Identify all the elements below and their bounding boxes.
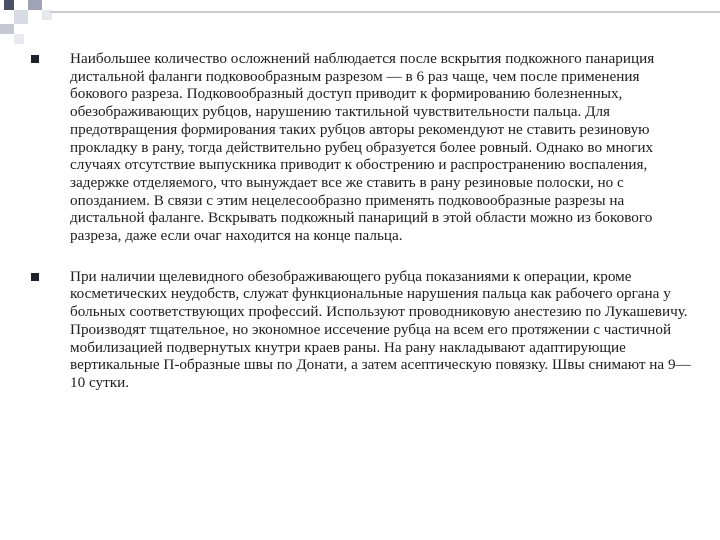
- decor-square: [14, 34, 24, 44]
- slide-body: [30, 50, 700, 415]
- decor-square: [4, 0, 14, 10]
- decor-square: [0, 24, 14, 34]
- bullet-item: [30, 268, 700, 392]
- square-bullet-icon: [31, 273, 39, 281]
- bullet-item: [30, 50, 700, 245]
- top-divider: [50, 11, 720, 13]
- bullet-text: При наличии щелевидного обезображивающего рубца показаниями к операции, кроме косметических неудобств, служат функциональные нарушения пальца как рабочего органа у больных соответствующих профессий. Используют проводниковую анестезию по Лукашевичу. Производят тщательное, но экономное иссечение рубца на всем его протяжении с частичной мобилизацией подвернутых кнутри краев раны. На рану накладывают адаптирующие вертикальные П-образные швы по Донати, а затем асептическую повязку. Швы снимают на 9—10 сутки.: [70, 267, 691, 391]
- corner-decoration: [0, 0, 60, 44]
- bullet-text: Наибольшее количество осложнений наблюдается после вскрытия подкожного панариция дистальной фаланги подковообразным разрезом — в 6 раз чаще, чем после применения бокового разреза. Подковообразный доступ приводит к формированию болезненных, обезображивающих рубцов, нарушению тактильной чувствительности пальца. Для предотвращения формирования таких рубцов авторы рекомендуют не ставить резиновую прокладку в рану, тогда действительно рубец образуется более ровный. Однако во многих случаях отсутствие выпускника приводит к обострению и распространению воспаления, задержке отделяемого, что вынуждает все же ставить в рану резиновые полоски, но с опозданием. В связи с этим нецелесообразно применять подковообразные разрезы на дистальной фаланге. Вскрывать подкожный панариций в этой области можно из бокового разреза, даже если очаг находится на конце пальца.: [70, 50, 655, 245]
- decor-square: [28, 0, 42, 10]
- square-bullet-icon: [31, 55, 39, 63]
- decor-square: [14, 10, 28, 24]
